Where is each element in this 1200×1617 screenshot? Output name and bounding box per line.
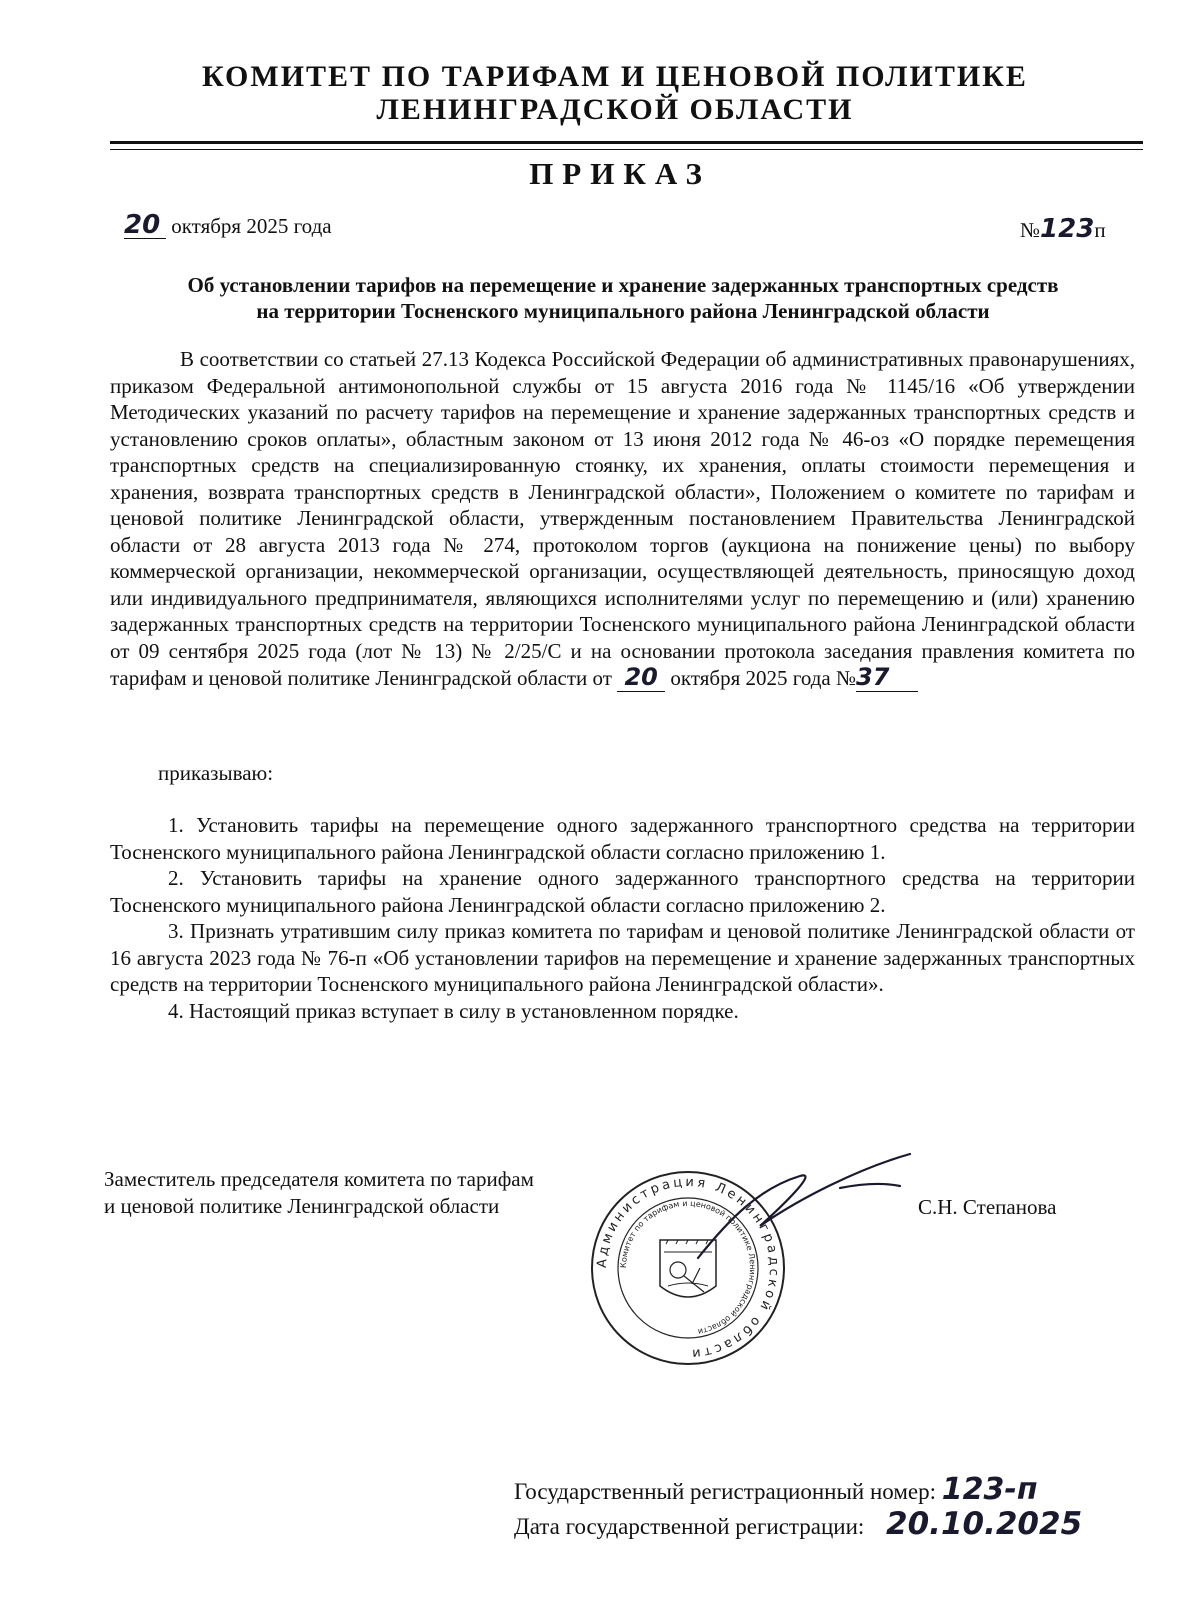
protocol-day-handwritten: 20 xyxy=(617,664,665,692)
order-items xyxy=(110,812,1135,1024)
date-day-handwritten: 20 xyxy=(124,212,166,239)
decree-word: приказываю: xyxy=(158,761,274,785)
subject-line1: Об установлении тарифов на перемещение и хранение задержанных транспортных средств xyxy=(187,273,1059,297)
signatory-position-line1: Заместитель председателя комитета по тарифам xyxy=(104,1167,534,1191)
registration-number-handwritten: 123-п xyxy=(941,1472,1038,1507)
header-rule-thick xyxy=(110,141,1143,144)
signatory-position xyxy=(104,1166,534,1220)
subject-line2: на территории Тосненского муниципального района Ленинградской области xyxy=(256,299,990,323)
registration-date-label: Дата государственной регистрации: xyxy=(514,1514,865,1539)
doc-subject xyxy=(112,272,1134,324)
preamble xyxy=(110,346,1135,692)
protocol-rest: октября 2025 года № xyxy=(670,666,857,690)
signatory-name: С.Н. Степанова xyxy=(918,1195,1057,1219)
order-item-1: 1. Установить тарифы на перемещение одного задержанного транспортного средства на территории Тосненского муниципального района Ленинградской области согласно приложению 1. xyxy=(110,813,1135,864)
date-rest: октября 2025 года xyxy=(171,214,332,238)
org-name-line1: КОМИТЕТ ПО ТАРИФАМ И ЦЕНОВОЙ ПОЛИТИКЕ xyxy=(202,60,1028,93)
number-handwritten: 123 xyxy=(1040,214,1095,244)
registration-date-row xyxy=(514,1506,1083,1542)
doc-date xyxy=(124,212,332,239)
registration-number-row xyxy=(514,1472,1038,1507)
signature-handwritten xyxy=(690,1148,920,1268)
registration-number-label: Государственный регистрационный номер: xyxy=(514,1479,937,1504)
header-rule-thin xyxy=(110,149,1143,150)
protocol-number-handwritten: 37 xyxy=(856,664,918,692)
number-suffix: п xyxy=(1094,218,1106,242)
number-prefix: № xyxy=(1020,218,1041,242)
order-item-2: 2. Установить тарифы на хранение одного задержанного транспортного средства на территории Тосненского муниципального района Ленинградской области согласно приложению 2. xyxy=(110,866,1135,917)
order-item-3: 3. Признать утратившим силу приказ комитета по тарифам и ценовой политике Ленинградской области от 16 августа 2023 года № 76-п «Об установлении тарифов на перемещение и хранение задержанных транспортных средств на территории Тосненского муниципального района Ленинградской области». xyxy=(110,919,1135,996)
signatory-position-line2: и ценовой политике Ленинградской области xyxy=(104,1194,500,1218)
preamble-text: В соответствии со статьей 27.13 Кодекса Российской Федерации об административных правонарушениях, приказом Федеральной антимонопольной службы от 15 августа 2016 года № 1145/16 «Об утверждении Методических указаний по расчету тарифов на перемещение и хранение задержанных транспортных средств и установлению сроков оплаты», областным законом от 13 июня 2012 года № 46-оз «О порядке перемещения транспортных средств на специализированную стоянку, их хранения, оплаты стоимости перемещения и хранения, возврата транспортных средств в Ленинградской области», Положением о комитете по тарифам и ценовой политике Ленинградской области, утвержденным постановлением Правительства Ленинградской области от 28 августа 2013 года № 274, протоколом торгов (аукциона на понижение цены) по выбору коммерческой организации, некоммерческой организации, осуществляющей деятельность, приносящую доход или индивидуального предпринимателя, являющихся исполнителями услуг по перемещению и (или) хранению задержанных транспортных средств на территории Тосненского муниципального района Ленинградской области от 09 сентября 2025 года (лот № 13) № 2/25/С и на основании протокола заседания правления комитета по тарифам и ценовой политике Ленинградской области от xyxy=(110,347,1135,690)
registration-date-handwritten: 20.10.2025 xyxy=(886,1506,1083,1542)
doc-title: ПРИКАЗ xyxy=(529,156,711,191)
seal-outer-text: Администрация Ленинградской области xyxy=(594,1174,782,1362)
org-name-line2: ЛЕНИНГРАДСКОЙ ОБЛАСТИ xyxy=(376,93,854,126)
seal-inner-text: Комитет по тарифам и ценовой политике Ленинградской области xyxy=(618,1198,758,1337)
doc-number xyxy=(1020,216,1106,243)
order-item-4: 4. Настоящий приказ вступает в силу в установленном порядке. xyxy=(168,998,739,1023)
